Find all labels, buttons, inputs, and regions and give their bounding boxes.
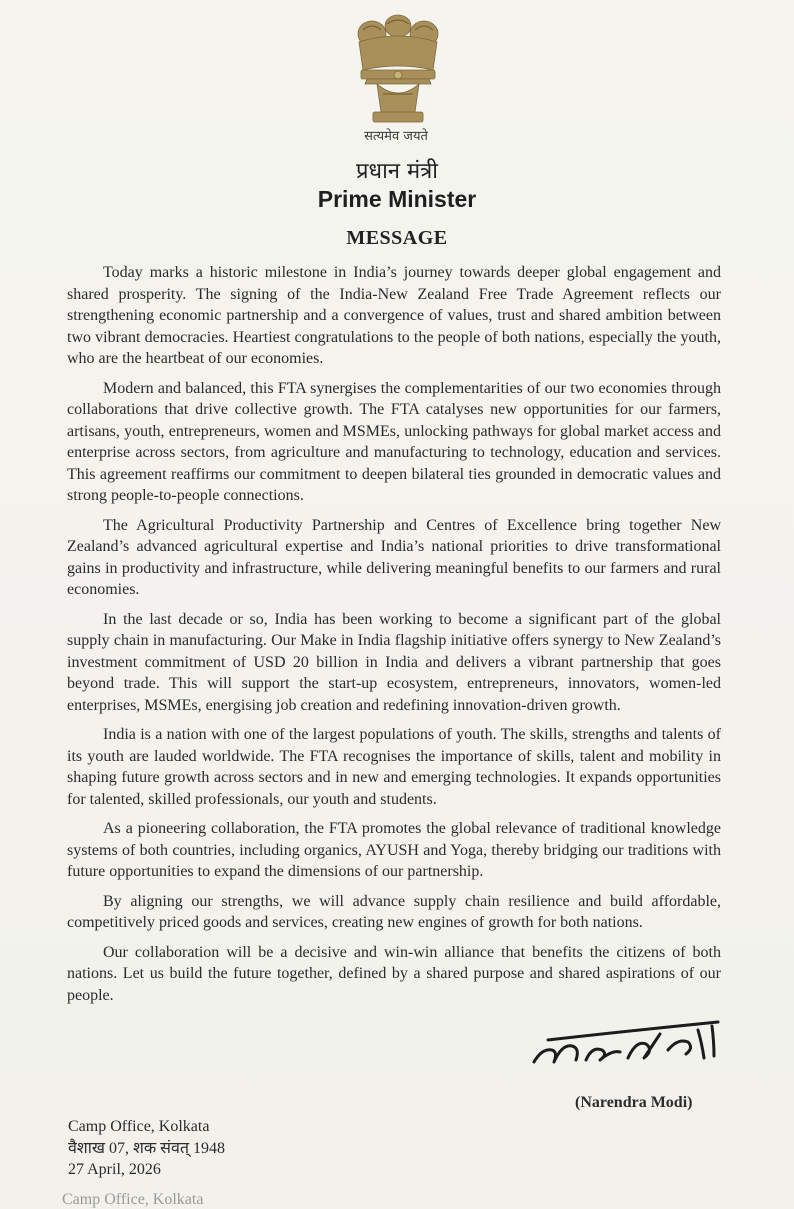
message-paragraph: Today marks a historic milestone in India’s journey towards deeper global engagement and shared prosperity. The signing of the India-New Zealand Free Trade Agreement reflects our strengthening economic partnership and a convergence of values, trust and shared ambition between two vibrant democracies. Heartiest congratulations to the people of both nations, especially the youth, who are the heartbeat of our economies.: [67, 264, 721, 367]
message-paragraph: In the last decade or so, India has been working to become a significant part of the global supply chain in manufacturing. Our Make in India flagship initiative offers synergy to New Zealand’s investment commitment of USD 20 billion in India and delivers a vibrant partnership that goes beyond trade. This will support the start-up ecosystem, entrepreneurs, innovators, women-led enterprises, MSMEs, energising job creation and redefining innovation-driven growth.: [67, 610, 721, 714]
message-paragraph: Modern and balanced, this FTA synergises the complementarities of our two economies through collaborations that drive collective growth. The FTA catalyses new opportunities for our farmers, artisans, youth, entrepreneurs, women and MSMEs, unlocking pathways for global market access and enterprise across sectors, from agriculture and manufacturing to technology, education and services. This agreement reaffirms our commitment to deepen bilateral ties grounded in democratic values and strong people-to-people connections.: [67, 379, 721, 504]
message-paragraph: The Agricultural Productivity Partnership and Centres of Excellence bring together New Zealand’s advanced agricultural expertise and India’s national priorities to drive transformational gains in productivity and infrastructure, while delivering meaningful benefits to our farmers and rural economies.: [67, 516, 721, 598]
emblem-motto: सत्यमेव जयते: [364, 129, 428, 144]
message-body: [67, 262, 721, 1014]
message-paragraph: As a pioneering collaboration, the FTA promotes the global relevance of traditional knowledge systems of both countries, including organics, AYUSH and Yoga, thereby bridging our traditions with future opportunities to expand the dimensions of our partnership.: [67, 820, 721, 880]
message-heading: MESSAGE: [346, 227, 448, 249]
cut-off-office-text: Camp Office, Kolkata: [62, 1191, 204, 1208]
camp-office: Camp Office, Kolkata: [68, 1118, 210, 1135]
office-title: Prime Minister: [317, 186, 477, 212]
hindi-office-title: प्रधान मंत्री: [356, 159, 438, 184]
message-paragraph: Our collaboration will be a decisive and win-win alliance that benefits the citizens of both nations. Let us build the future together, defined by a shared purpose and shared aspirations of our people.: [67, 943, 721, 1004]
hindi-date: वैशाख 07, शक संवत् 1948: [68, 1139, 226, 1157]
national-emblem-icon: [337, 12, 459, 130]
message-paragraph: India is a nation with one of the largest populations of youth. The skills, strengths and talents of its youth are lauded worldwide. The FTA recognises the importance of skills, talent and mobility in shaping future growth across sectors and in new and emerging technologies. It expands opportunities for talented, skilled professionals, our youth and students.: [67, 726, 721, 808]
signatory-name: (Narendra Modi): [575, 1094, 693, 1111]
issue-details: [68, 1116, 368, 1181]
message-paragraph: By aligning our strengths, we will advance supply chain resilience and build affordable, competitively priced goods and services, creating new engines of growth for both nations.: [67, 892, 721, 931]
handwritten-signature: [528, 1010, 728, 1080]
issue-date: 27 April, 2026: [68, 1161, 161, 1178]
